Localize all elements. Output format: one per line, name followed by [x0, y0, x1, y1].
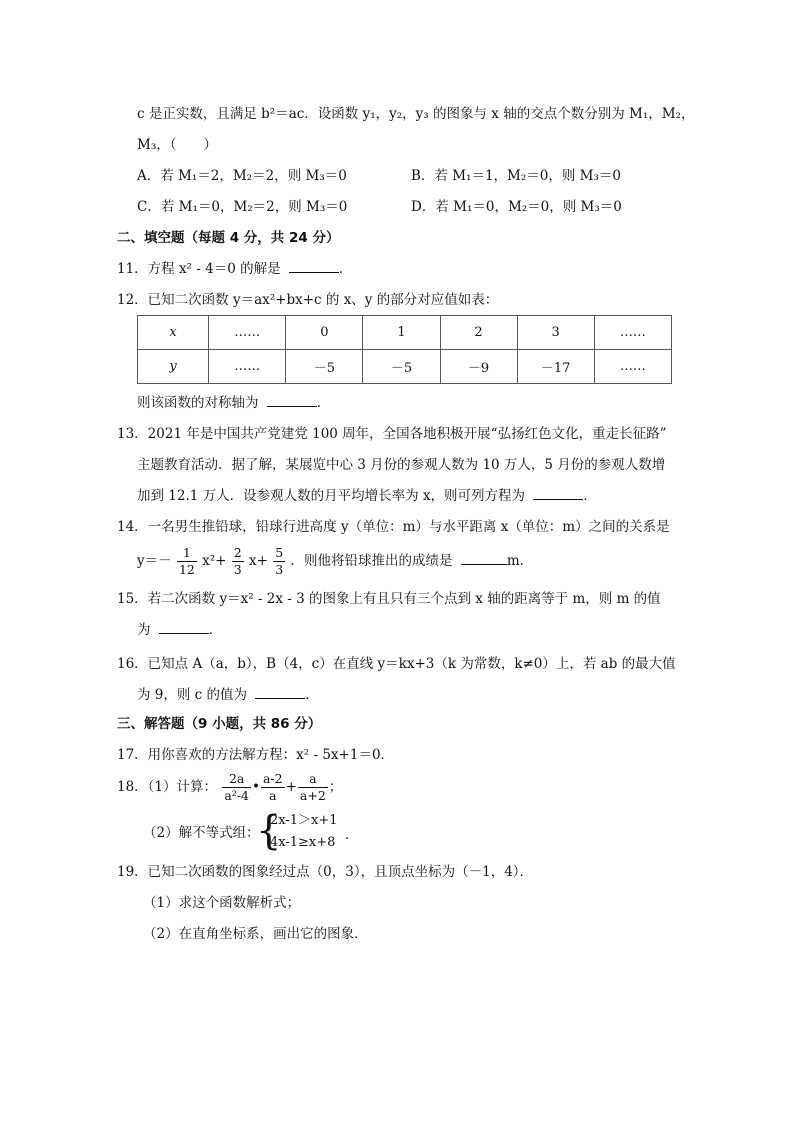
q11-blank — [289, 260, 339, 273]
denominator: a²-4 — [224, 788, 249, 803]
table-cell: 0 — [286, 316, 363, 350]
fraction-2a-over-a2-4 — [222, 771, 251, 804]
q12-after — [137, 394, 330, 412]
q18-part2-label: （2）解不等式组： — [143, 825, 260, 841]
q10-line2: M₃，（ ） — [137, 137, 217, 153]
table-cell: y — [138, 350, 209, 384]
q14-eq-prefix: y＝－ — [137, 553, 172, 569]
q13-line2: 主题教育活动．据了解，某展览中心 3 月份的参观人数为 10 万人，5 月份的参观人数增 — [137, 457, 666, 473]
q17: 17．用你喜欢的方法解方程：x² - 5x+1＝0． — [117, 747, 395, 763]
multiply-dot: • — [251, 779, 260, 795]
q12-end: ． — [316, 395, 331, 411]
q14-equation — [137, 544, 533, 578]
q10-option-c: C．若 M₁＝0，M₂＝2，则 M₃＝0 — [137, 199, 348, 215]
q13-line3 — [137, 487, 597, 505]
q11 — [117, 260, 352, 278]
table-cell: 2 — [440, 316, 517, 350]
q10-option-d: D．若 M₁＝0，M₂＝0，则 M₃＝0 — [411, 199, 622, 215]
section-fill-in-heading: 二、填空题（每题 4 分，共 24 分） — [117, 230, 340, 246]
q14-unit: m． — [506, 553, 534, 569]
table-cell: …… — [594, 350, 671, 384]
q12-after-text: 则该函数的对称轴为 — [137, 395, 259, 411]
table-cell: …… — [209, 350, 286, 384]
table-row-y — [138, 350, 672, 384]
q13-end: ． — [583, 488, 597, 504]
q16-line2 — [137, 686, 319, 704]
section-answer-heading: 三、解答题（9 小题，共 86 分） — [117, 716, 322, 732]
q18-label: 18．（1）计算： — [117, 779, 218, 795]
numerator: 1 — [177, 545, 197, 562]
table-cell: x — [138, 316, 209, 350]
denominator: a — [269, 788, 277, 803]
q13-line3-text: 加到 12.1 万人．设参观人数的月平均增长率为 x，则可列方程为 — [137, 488, 526, 504]
denominator: 3 — [275, 562, 284, 577]
q13-blank — [533, 487, 583, 500]
q12-blank — [267, 394, 317, 407]
q14-blank — [461, 552, 507, 565]
table-cell: …… — [594, 316, 671, 350]
system-brace-icon: { — [256, 808, 282, 854]
q15-line2 — [137, 621, 222, 639]
q18-semicolon: ； — [328, 779, 343, 795]
q10-option-b: B．若 M₁＝1，M₂＝0，则 M₃＝0 — [411, 168, 621, 184]
q11-end: ． — [338, 261, 353, 277]
q15-blank — [159, 621, 209, 634]
numerator: a-2 — [262, 771, 283, 786]
table-cell: …… — [209, 316, 286, 350]
fraction-1-12 — [177, 545, 197, 578]
fraction-5-3 — [273, 545, 285, 578]
numerator: 2 — [233, 545, 242, 560]
q16-blank — [255, 686, 305, 699]
q15-line2-text: 为 — [137, 622, 151, 638]
fraction-a-2-over-a — [261, 771, 285, 804]
q16-end: ． — [305, 687, 319, 703]
q18-end: ． — [345, 827, 359, 843]
fraction-a-over-a-2 — [298, 771, 328, 804]
plus-sign: + — [285, 779, 297, 795]
q16-line1: 16．已知点 A（a，b），B（4，c）在直线 y＝kx+3（k 为常数，k≠0）上，若 ab 的最大值 — [117, 656, 676, 672]
q14-tail: ．则他将铅球推出的成绩是 — [290, 553, 453, 569]
q14-x2: x²+ — [202, 553, 227, 569]
fraction-2-3 — [232, 545, 244, 578]
table-cell: －17 — [517, 350, 594, 384]
q12-value-table — [137, 315, 672, 384]
numerator: 5 — [275, 545, 284, 560]
q15-line1: 15．若二次函数 y＝x² - 2x - 3 的图象上有且只有三个点到 x 轴的距离等于 m，则 m 的值 — [117, 591, 661, 607]
q19-part2: （2）在直角坐标系，画出它的图象． — [143, 926, 368, 942]
q14-xplus: x+ — [249, 553, 268, 569]
q18-inequality-2: 4x-1≥x+8 — [270, 835, 336, 850]
table-cell: －5 — [286, 350, 363, 384]
q12-text: 12．已知二次函数 y＝ax²+bx+c 的 x、y 的部分对应值如表： — [117, 292, 499, 308]
table-cell: 1 — [363, 316, 440, 350]
q19-part1: （1）求这个函数解析式； — [143, 895, 301, 911]
table-cell: －5 — [363, 350, 440, 384]
numerator: 2a — [222, 771, 251, 788]
q16-line2-text: 为 9，则 c 的值为 — [137, 687, 248, 703]
denominator: 3 — [233, 562, 242, 577]
q18-inequality-1: 2x-1＞x+1 — [270, 813, 338, 828]
q13-line1: 13．2021 年是中国共产党建党 100 周年，全国各地积极开展“弘扬红色文化，重走长征路” — [117, 426, 667, 442]
q15-end: ． — [208, 622, 223, 638]
q10-line1: c 是正实数，且满足 b²＝ac．设函数 y₁，y₂，y₃ 的图象与 x 轴的交点个数分别为 M₁，M₂， — [137, 106, 695, 122]
numerator: a — [298, 771, 328, 788]
q11-text: 11．方程 x² - 4＝0 的解是 — [117, 261, 281, 277]
table-row-x — [138, 316, 672, 350]
table-cell: －9 — [440, 350, 517, 384]
denominator: 12 — [178, 562, 195, 577]
table-cell: 3 — [517, 316, 594, 350]
denominator: a+2 — [299, 788, 326, 803]
q18-part1 — [117, 770, 342, 804]
q19-line1: 19．已知二次函数的图象经过点（0，3），且顶点坐标为（－1，4）． — [117, 864, 534, 880]
q10-option-a: A．若 M₁＝2，M₂＝2，则 M₃＝0 — [137, 168, 347, 184]
q14-line1: 14．一名男生推铅球，铅球行进高度 y（单位：m）与水平距离 x（单位：m）之间的关系是 — [117, 519, 670, 535]
